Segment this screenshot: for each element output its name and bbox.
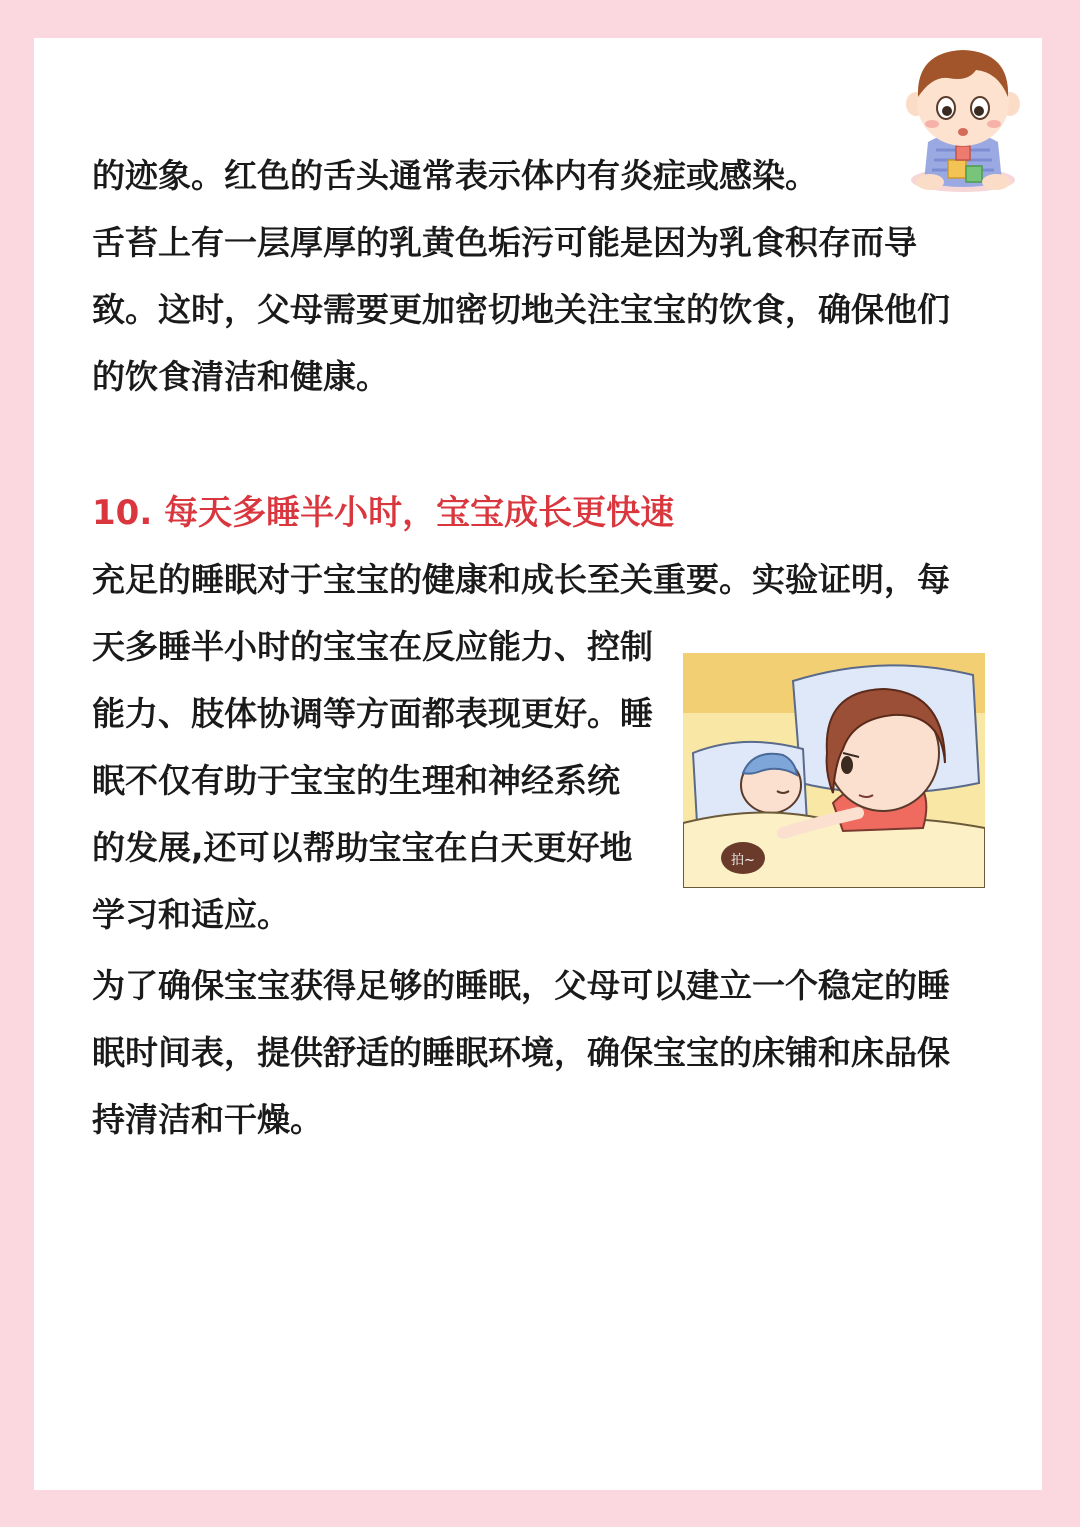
routine-paragraph [92,952,992,1153]
pat-label: 拍~ [731,853,755,868]
intro-line: 致。这时，父母需要更加密切地关注宝宝的饮食，确保他们 [92,290,950,329]
intro-line: 舌苔上有一层厚厚的乳黄色垢污可能是因为乳食积存而导 [92,223,917,262]
intro-line: 的迹象。红色的舌头通常表示体内有炎症或感染。 [92,156,818,195]
sleeping-baby-illustration [683,653,985,888]
routine-line: 眠时间表，提供舒适的睡眠环境，确保宝宝的床铺和床品保 [92,1033,950,1072]
sleep-line: 天多睡半小时的宝宝在反应能力、控制 [92,627,653,666]
sleep-line: 学习和适应。 [92,895,290,934]
sleep-line: 充足的睡眠对于宝宝的健康和成长至关重要。实验证明，每 [92,560,950,599]
routine-line: 为了确保宝宝获得足够的睡眠，父母可以建立一个稳定的睡 [92,966,950,1005]
intro-line: 的饮食清洁和健康。 [92,357,389,396]
sleep-line: 眠不仅有助于宝宝的生理和神经系统 [92,761,620,800]
sleep-line: 的发展,还可以帮助宝宝在白天更好地 [92,828,633,867]
sleep-line: 能力、肢体协调等方面都表现更好。睡 [92,694,653,733]
intro-paragraph [92,142,992,410]
section-heading: 10. 每天多睡半小时，宝宝成长更快速 [92,493,675,533]
routine-line: 持清洁和干燥。 [92,1100,323,1139]
